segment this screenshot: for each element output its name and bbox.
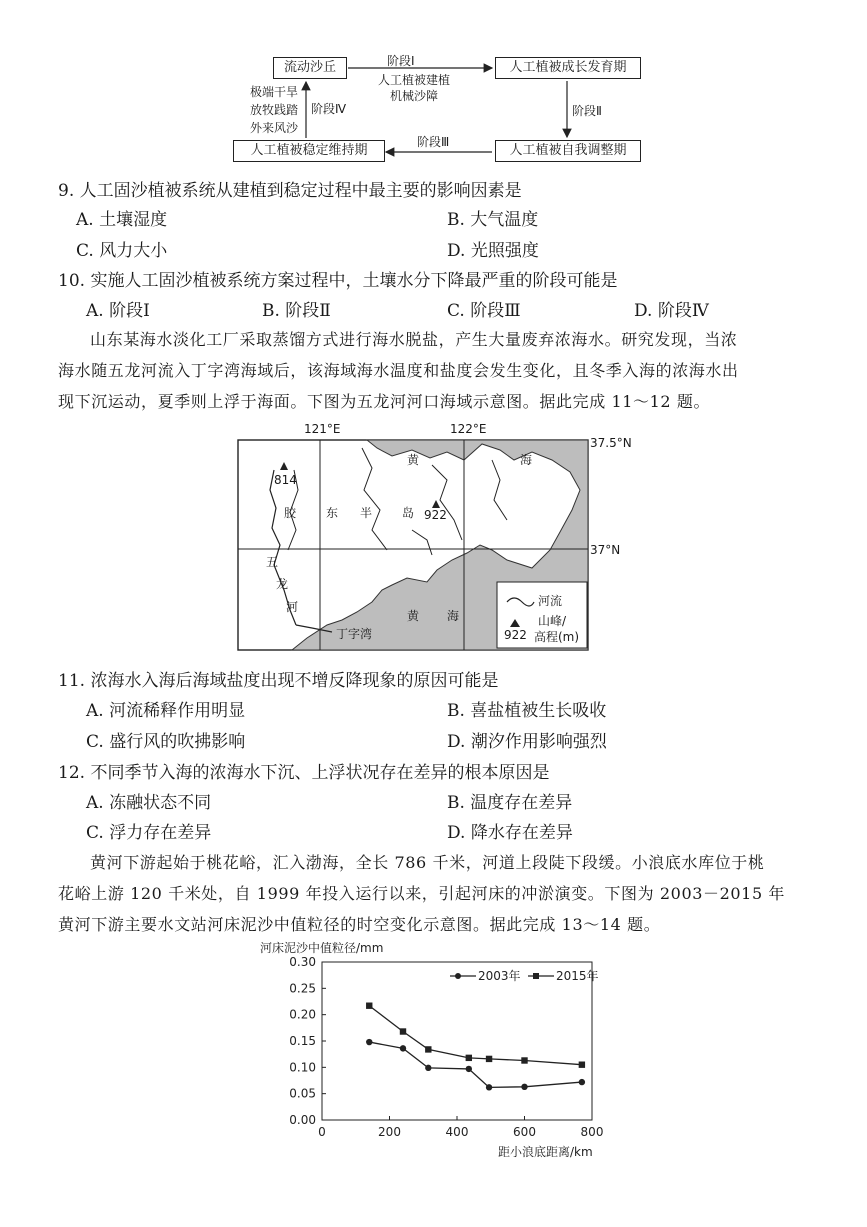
- y-tick-label: 0.25: [289, 981, 316, 996]
- x-tick-label: 400: [445, 1125, 469, 1139]
- peak-814-label: 814: [274, 473, 297, 487]
- point-2015年: [521, 1057, 527, 1063]
- river-label-2: 龙: [276, 577, 289, 591]
- q9-stem: 9. 人工固沙植被系统从建植到稳定过程中最主要的影响因素是: [58, 181, 522, 201]
- q11-option-a[interactable]: A. 河流稀释作用明显: [86, 701, 246, 721]
- point-2003年: [366, 1039, 372, 1045]
- legend-label-2003年: 2003年: [478, 969, 521, 983]
- q12-stem: 12. 不同季节入海的浓海水下沉、上浮状况存在差异的根本原因是: [58, 763, 550, 783]
- legend-marker-2015年: [533, 973, 539, 979]
- peninsula-4: 岛: [402, 506, 415, 520]
- point-2003年: [466, 1066, 472, 1072]
- q10-option-c[interactable]: C. 阶段Ⅲ: [447, 301, 521, 321]
- sea-south-1: 黄: [407, 609, 420, 623]
- q10-stem: 10. 实施人工固沙植被系统方案过程中，土壤水分下降最严重的阶段可能是: [58, 271, 618, 291]
- peninsula-1: 胶: [284, 506, 297, 520]
- point-2003年: [521, 1084, 527, 1090]
- x-tick-label: 800: [580, 1125, 604, 1139]
- node-sand-dune: 流动沙丘: [273, 57, 347, 79]
- q9-option-b[interactable]: B. 大气温度: [447, 210, 539, 230]
- legend-label-2015年: 2015年: [556, 969, 599, 983]
- q9-option-c[interactable]: C. 风力大小: [76, 241, 168, 261]
- legend-river-label: 河流: [538, 594, 563, 608]
- lat-37: 37°N: [590, 543, 621, 557]
- x-tick-label: 600: [513, 1125, 536, 1139]
- legend-peak-text-1: 山峰/: [538, 614, 567, 628]
- q10-option-b[interactable]: B. 阶段Ⅱ: [262, 301, 331, 321]
- q12-option-d[interactable]: D. 降水存在差异: [447, 823, 573, 843]
- stage3-label: 阶段Ⅲ: [417, 135, 450, 149]
- passage-2-line-1: 黄河下游起始于桃花峪，汇入渤海，全长 786 千米，河道上段陡下段缓。小浪底水库位于桃: [90, 853, 765, 872]
- point-2003年: [425, 1065, 431, 1071]
- x-tick-label: 0: [318, 1125, 326, 1139]
- flow-diagram: [230, 52, 650, 164]
- plot-frame: [322, 962, 592, 1120]
- chart-xlabel: 距小浪底距离/km: [498, 1145, 593, 1159]
- series-line-2015年: [369, 1006, 582, 1065]
- peninsula-2: 东: [326, 506, 339, 520]
- q11-option-d[interactable]: D. 潮汐作用影响强烈: [447, 732, 607, 752]
- chart-ylabel: 河床泥沙中值粒径/mm: [260, 941, 384, 955]
- factor-drought: 极端干旱: [250, 85, 299, 99]
- lon-121: 121°E: [304, 422, 341, 436]
- q12-option-c[interactable]: C. 浮力存在差异: [86, 823, 212, 843]
- estuary-map: [232, 420, 632, 656]
- legend-peak-text-2: 高程(m): [534, 630, 580, 644]
- q9-option-a[interactable]: A. 土壤湿度: [76, 210, 168, 230]
- q9-option-d[interactable]: D. 光照强度: [447, 241, 539, 261]
- y-tick-label: 0.00: [289, 1113, 316, 1127]
- sea-north-1: 黄: [407, 453, 420, 467]
- stage4-label: 阶段Ⅳ: [311, 102, 347, 116]
- q11-option-b[interactable]: B. 喜盐植被生长吸收: [447, 701, 607, 721]
- q12-option-a[interactable]: A. 冻融状态不同: [86, 793, 212, 813]
- peak-922-label: 922: [424, 508, 447, 522]
- passage-1-line-3: 现下沉运动，夏季则上浮于海面。下图为五龙河河口海域示意图。据此完成 11～12 题。: [58, 392, 711, 411]
- factor-grazing: 放牧践踏: [250, 103, 299, 117]
- legend-peak-number: 922: [504, 628, 527, 642]
- node-stable-period: 人工植被稳定维持期: [233, 140, 385, 162]
- y-tick-label: 0.30: [289, 955, 316, 969]
- point-2015年: [579, 1062, 585, 1068]
- q10-option-a[interactable]: A. 阶段Ⅰ: [86, 301, 150, 321]
- river-label-1: 五: [266, 555, 279, 569]
- stage1-sub2: 机械沙障: [390, 89, 439, 103]
- point-2015年: [400, 1028, 406, 1034]
- passage-1-line-2: 海水随五龙河流入丁字湾海域后，该海域海水温度和盐度会发生变化，且冬季入海的浓海水出: [58, 361, 739, 380]
- point-2003年: [400, 1045, 406, 1051]
- factor-windsand: 外来风沙: [250, 121, 299, 135]
- lat-375: 37.5°N: [590, 436, 632, 450]
- passage-1-line-1: 山东某海水淡化工厂采取蒸馏方式进行海水脱盐，产生大量废弃浓海水。研究发现，当浓: [90, 330, 738, 349]
- x-tick-label: 200: [378, 1125, 401, 1139]
- stage1-sub1: 人工植被建植: [378, 73, 451, 87]
- y-tick-label: 0.05: [289, 1086, 316, 1101]
- point-2015年: [466, 1055, 472, 1061]
- y-tick-label: 0.10: [289, 1060, 316, 1075]
- y-tick-label: 0.20: [289, 1007, 316, 1022]
- sea-south-2: 海: [447, 609, 460, 623]
- river-label-3: 河: [286, 600, 299, 614]
- stage2-label: 阶段Ⅱ: [572, 104, 602, 118]
- q12-option-b[interactable]: B. 温度存在差异: [447, 793, 573, 813]
- point-2003年: [486, 1084, 492, 1090]
- passage-2-line-2: 花峪上游 120 千米处，自 1999 年投入运行以来，引起河床的冲淤演变。下图为 2003－2015 年: [58, 884, 786, 903]
- passage-2-line-3: 黄河下游主要水文站河床泥沙中值粒径的时空变化示意图。据此完成 13～14 题。: [58, 915, 661, 934]
- point-2015年: [366, 1003, 372, 1009]
- point-2015年: [425, 1046, 431, 1052]
- peninsula-3: 半: [360, 506, 373, 520]
- sea-north-2: 海: [520, 453, 533, 467]
- node-adjust-period: 人工植被自我调整期: [495, 140, 641, 162]
- q11-option-c[interactable]: C. 盛行风的吹拂影响: [86, 732, 246, 752]
- point-2015年: [486, 1056, 492, 1062]
- lon-122: 122°E: [450, 422, 487, 436]
- sediment-chart: [258, 938, 618, 1163]
- q10-option-d[interactable]: D. 阶段Ⅳ: [634, 301, 709, 321]
- point-2003年: [579, 1079, 585, 1085]
- legend-marker-2003年: [455, 973, 461, 979]
- node-growth-period: 人工植被成长发育期: [495, 57, 641, 79]
- bay-label: 丁字湾: [336, 627, 373, 641]
- q11-stem: 11. 浓海水入海后海域盐度出现不增反降现象的原因可能是: [58, 671, 499, 691]
- y-tick-label: 0.15: [289, 1034, 316, 1048]
- stage1-label: 阶段Ⅰ: [387, 54, 415, 68]
